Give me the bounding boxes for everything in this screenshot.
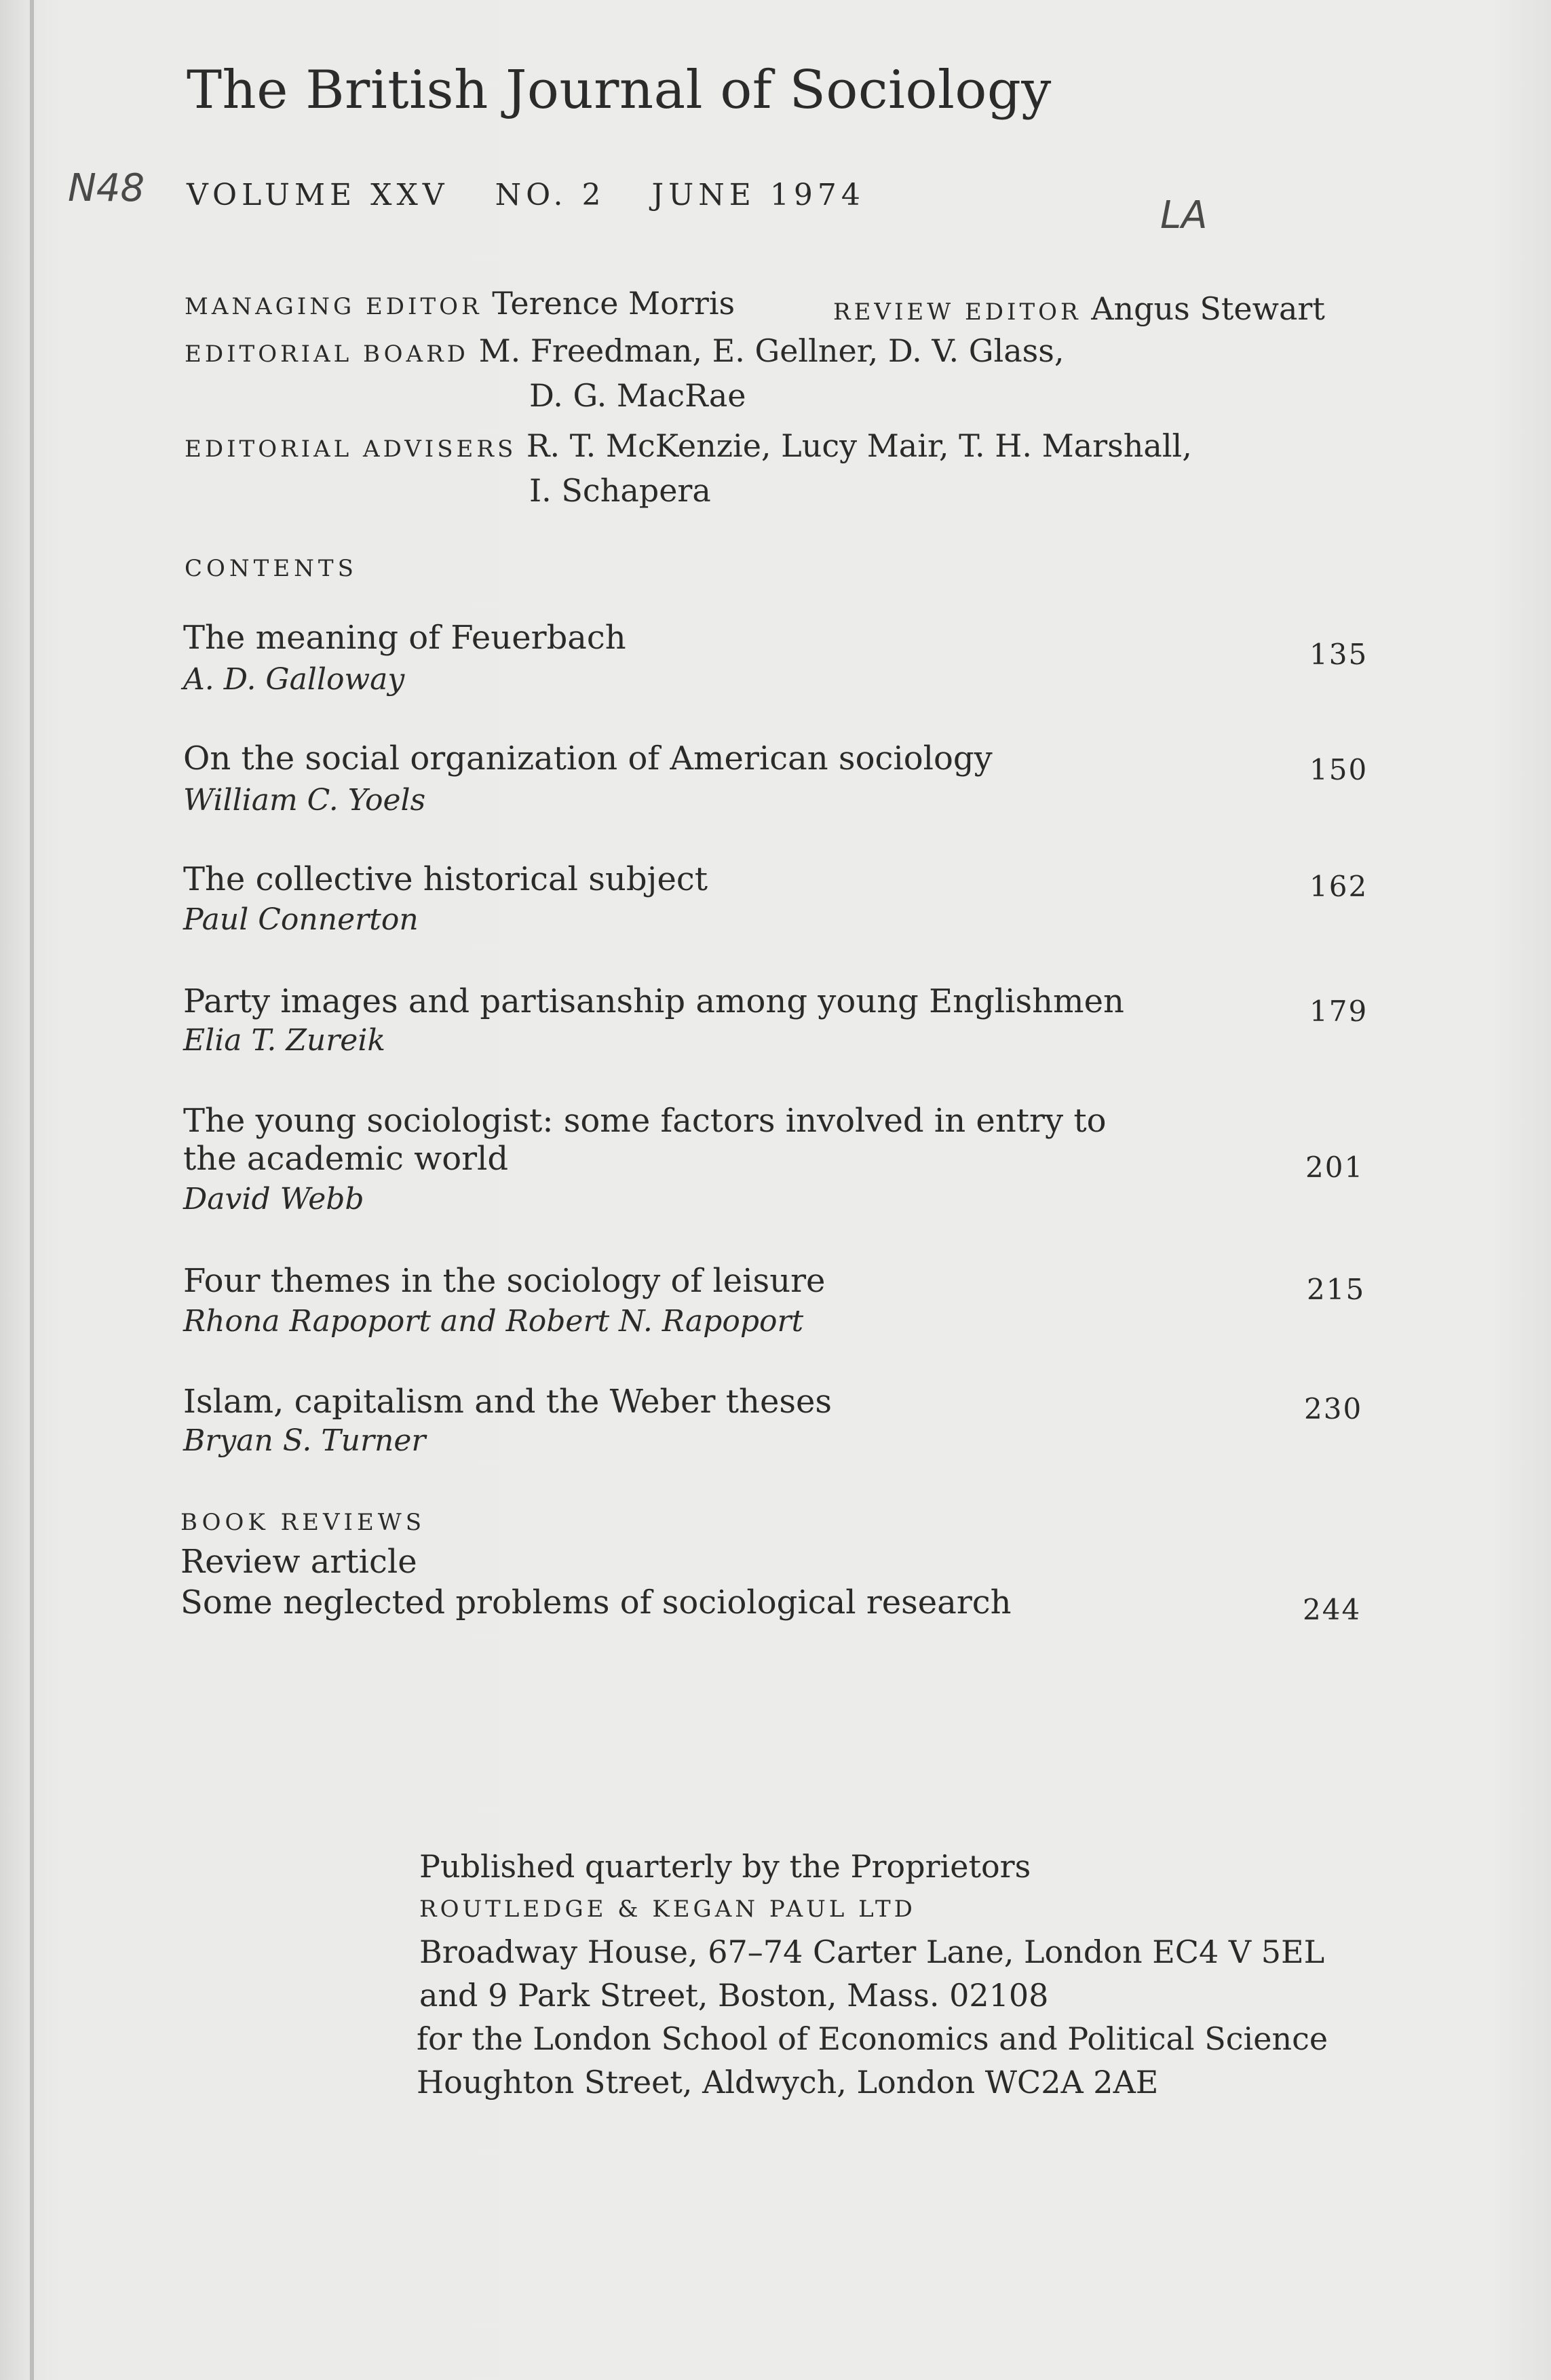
- review-editor-row: [833, 290, 1325, 327]
- managing-editor-label: MANAGING EDITOR: [185, 293, 482, 320]
- review-article-page: 244: [1303, 1593, 1362, 1626]
- editorial-advisers-row: [185, 427, 1192, 464]
- editorial-board-names-2: D. G. MacRae: [529, 377, 746, 414]
- toc-entry-title: Islam, capitalism and the Weber theses: [183, 1383, 832, 1421]
- toc-entry-author: Paul Connerton: [183, 902, 419, 937]
- editorial-board-row: [185, 332, 1065, 369]
- contents-heading: CONTENTS: [185, 555, 358, 582]
- editorial-advisers-label: EDITORIAL ADVISERS: [185, 436, 517, 463]
- publisher-address-2: and 9 Park Street, Boston, Mass. 02108: [419, 1977, 1049, 2014]
- toc-entry-page: 135: [1309, 638, 1368, 671]
- toc-entry-author: Bryan S. Turner: [183, 1423, 426, 1458]
- managing-editor-name: Terence Morris: [492, 285, 735, 322]
- toc-entry-title: On the social organization of American sociology: [183, 740, 993, 778]
- toc-entry-author: A. D. Galloway: [183, 662, 405, 697]
- publisher-institution: for the London School of Economics and Political Science: [417, 2020, 1328, 2057]
- toc-entry-author: Rhona Rapoport and Robert N. Rapoport: [183, 1304, 804, 1339]
- toc-entry-title: The meaning of Feuerbach: [183, 619, 626, 657]
- editorial-advisers-names-2: I. Schapera: [529, 472, 711, 509]
- review-editor-name: Angus Stewart: [1091, 290, 1325, 327]
- managing-editor-row: [185, 285, 735, 322]
- journal-title: The British Journal of Sociology: [187, 60, 1052, 121]
- review-article-title: Some neglected problems of sociological research: [180, 1584, 1012, 1621]
- toc-entry-title: the academic world: [183, 1140, 509, 1178]
- toc-entry-title: The young sociologist: some factors involved in entry to: [183, 1102, 1107, 1140]
- review-editor-label: REVIEW EDITOR: [833, 299, 1081, 326]
- volume-number: VOLUME XXV: [187, 178, 449, 212]
- editorial-board-names-1: M. Freedman, E. Gellner, D. V. Glass,: [478, 332, 1065, 369]
- toc-entry-page: 179: [1309, 995, 1368, 1028]
- toc-entry-page: 230: [1304, 1392, 1363, 1425]
- toc-entry-author: David Webb: [183, 1182, 364, 1216]
- toc-entry-title: Party images and partisanship among young Englishmen: [183, 982, 1124, 1020]
- issue-line: [187, 178, 911, 212]
- toc-entry-page: 162: [1309, 870, 1368, 903]
- review-article-label: Review article: [180, 1543, 417, 1581]
- toc-entry-author: William C. Yoels: [183, 783, 426, 818]
- editorial-board-label: EDITORIAL BOARD: [185, 341, 469, 368]
- handwritten-mark-right: LA: [1160, 193, 1208, 237]
- publisher-address-3: Houghton Street, Aldwych, London WC2A 2AE: [417, 2064, 1159, 2100]
- binding-edge: [30, 0, 34, 2380]
- editorial-advisers-names-1: R. T. McKenzie, Lucy Mair, T. H. Marshall,: [526, 427, 1192, 464]
- publisher-line: Published quarterly by the Proprietors: [419, 1848, 1031, 1885]
- toc-entry-title: The collective historical subject: [183, 860, 708, 898]
- issue-date: JUNE 1974: [651, 178, 865, 212]
- toc-entry-page: 201: [1305, 1151, 1364, 1184]
- book-reviews-heading: BOOK REVIEWS: [180, 1509, 426, 1536]
- publisher-name: ROUTLEDGE & KEGAN PAUL LTD: [419, 1896, 916, 1923]
- toc-entry-author: Elia T. Zureik: [183, 1023, 386, 1058]
- publisher-address-1: Broadway House, 67–74 Carter Lane, London EC4 V 5EL: [419, 1934, 1325, 1970]
- toc-entry-page: 215: [1307, 1273, 1366, 1306]
- issue-number: NO. 2: [495, 178, 606, 212]
- toc-entry-title: Four themes in the sociology of leisure: [183, 1262, 826, 1300]
- handwritten-mark-left: N48: [68, 166, 145, 210]
- toc-entry-page: 150: [1309, 753, 1368, 786]
